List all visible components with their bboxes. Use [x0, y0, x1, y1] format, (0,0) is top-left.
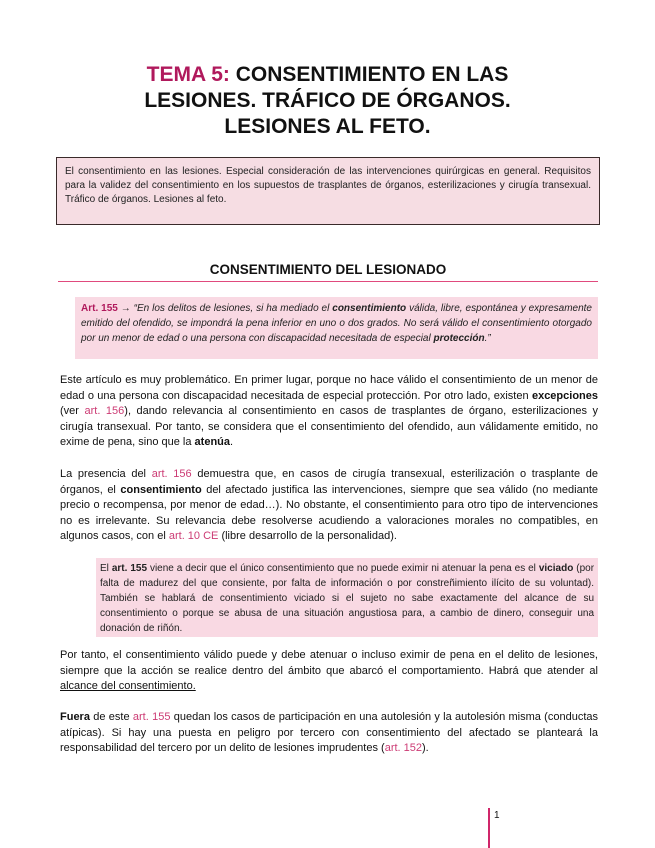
text: del afectado justifica las intervenciones, siempre que sea válido (no mediante precio o recompensa, por menor de edad…). No obstante, el consentimiento para otro tipo de intervenciones no es irrelevante. Su relevancia debe resolverse acudiendo a valoraciones morales no compatibles, en algunos casos, con el: [60, 483, 598, 543]
quote-text: “En los delitos de lesiones, si ha mediado el: [133, 303, 333, 314]
paragraph-4: [60, 710, 598, 757]
bold-text: viciado: [538, 563, 574, 574]
title-line2: LESIONES. TRÁFICO DE ÓRGANOS.: [144, 89, 511, 112]
note-box: [96, 558, 598, 637]
bold-text: art. 155: [111, 563, 148, 574]
text: demuestra que, en casos de cirugía transexual, esterilización o trasplante de órganos, el: [60, 468, 599, 496]
quote-text: válida, libre, espontánea y expresamente emitido del ofendido, se impondrá la pena inferior en uno o dos grados. No será válido el consentimiento otorgado por un menor de edad o una persona con discapacidad necesitada de especial: [81, 303, 592, 344]
text: (libre desarrollo de la personalidad).: [218, 530, 397, 543]
text: Este artículo es muy problemático. En primer lugar, porque no hace válido el consentimiento de un menor de edad o una persona con discapacidad necesitada de especial protección. Por otro lado, existen: [60, 374, 598, 402]
quote-bold: protección: [433, 333, 485, 344]
summary-box: El consentimiento en las lesiones. Especial consideración de las intervenciones quirúrgicas en general. Requisitos para la validez del consentimiento en los supuestos de trasplantes de órganos, esterilizaciones y cirugía transexual. Tráfico de órganos. Lesiones al feto.: [56, 157, 600, 225]
link-art-156[interactable]: art. 156: [84, 405, 125, 418]
paragraph-2: [60, 467, 598, 545]
paragraph-1: [60, 373, 598, 451]
bold-text: excepciones: [531, 389, 598, 402]
underlined-text: alcance del consentimiento.: [60, 680, 196, 693]
text: quedan los casos de participación en una autolesión y la autolesión misma (conductas atípicas). Si hay una puesta en peligro por tercero con consentimiento del afectado se planteará la responsabilidad del tercero por un delito de lesiones imprudentes (: [60, 711, 598, 755]
section-heading: CONSENTIMIENTO DEL LESIONADO: [58, 262, 598, 282]
link-art-156[interactable]: art. 156: [151, 468, 192, 480]
title-line1: CONSENTIMIENTO EN LAS: [235, 63, 509, 86]
text: El: [100, 563, 112, 574]
text: ).: [422, 742, 429, 755]
text: (ver: [60, 405, 85, 418]
text: Por tanto, el consentimiento válido puede y debe atenuar o incluso eximir de pena en el delito de lesiones, siempre que la acción se realice dentro del ámbito que abarcó el comportamiento. Habrá que atender al: [60, 649, 598, 677]
quote-bold: consentimiento: [332, 303, 407, 314]
link-art-10-ce[interactable]: art. 10 CE: [168, 530, 219, 543]
link-art-155[interactable]: art. 155: [132, 711, 171, 723]
quote-arrow: →: [117, 303, 134, 314]
article-quote: [75, 297, 598, 359]
text: de este: [89, 711, 133, 723]
bold-text: Fuera: [60, 711, 90, 723]
title-line3: LESIONES AL FETO.: [224, 115, 431, 138]
text: La presencia del: [60, 468, 152, 480]
paragraph-3: [60, 648, 598, 695]
quote-article-ref: Art. 155: [81, 303, 118, 314]
text: viene a decir que el único consentimiento que no puede eximir ni atenuar la pena es el: [147, 563, 539, 574]
text: .: [230, 436, 234, 449]
page-number: 1: [494, 810, 500, 821]
title-tag: TEMA 5:: [146, 63, 230, 86]
bold-text: atenúa: [194, 436, 231, 449]
page-number-bar: [488, 808, 490, 848]
page-title: [60, 62, 595, 140]
quote-text: .”: [484, 333, 491, 344]
link-art-152[interactable]: art. 152: [384, 742, 423, 755]
text: (por falta de madurez del que consiente, por falta de información o por constreñimiento ilícito de su voluntad). También se hablará de consentimiento viciado si el sujeto no sabe exactamente del alcance de su consentimiento o porque se abusa de una situación angustiosa para, a cambio de dinero, conseguir una donación de riñón.: [100, 563, 595, 634]
text: ), dando relevancia al consentimiento en casos de trasplantes de órgano, esterilizaciones y cirugía transexual. Por tanto, se considera que el consentimiento del ofendido, aun válidamente emitido, no exime de pena, sino que la: [60, 405, 598, 449]
bold-text: consentimiento: [120, 483, 202, 496]
